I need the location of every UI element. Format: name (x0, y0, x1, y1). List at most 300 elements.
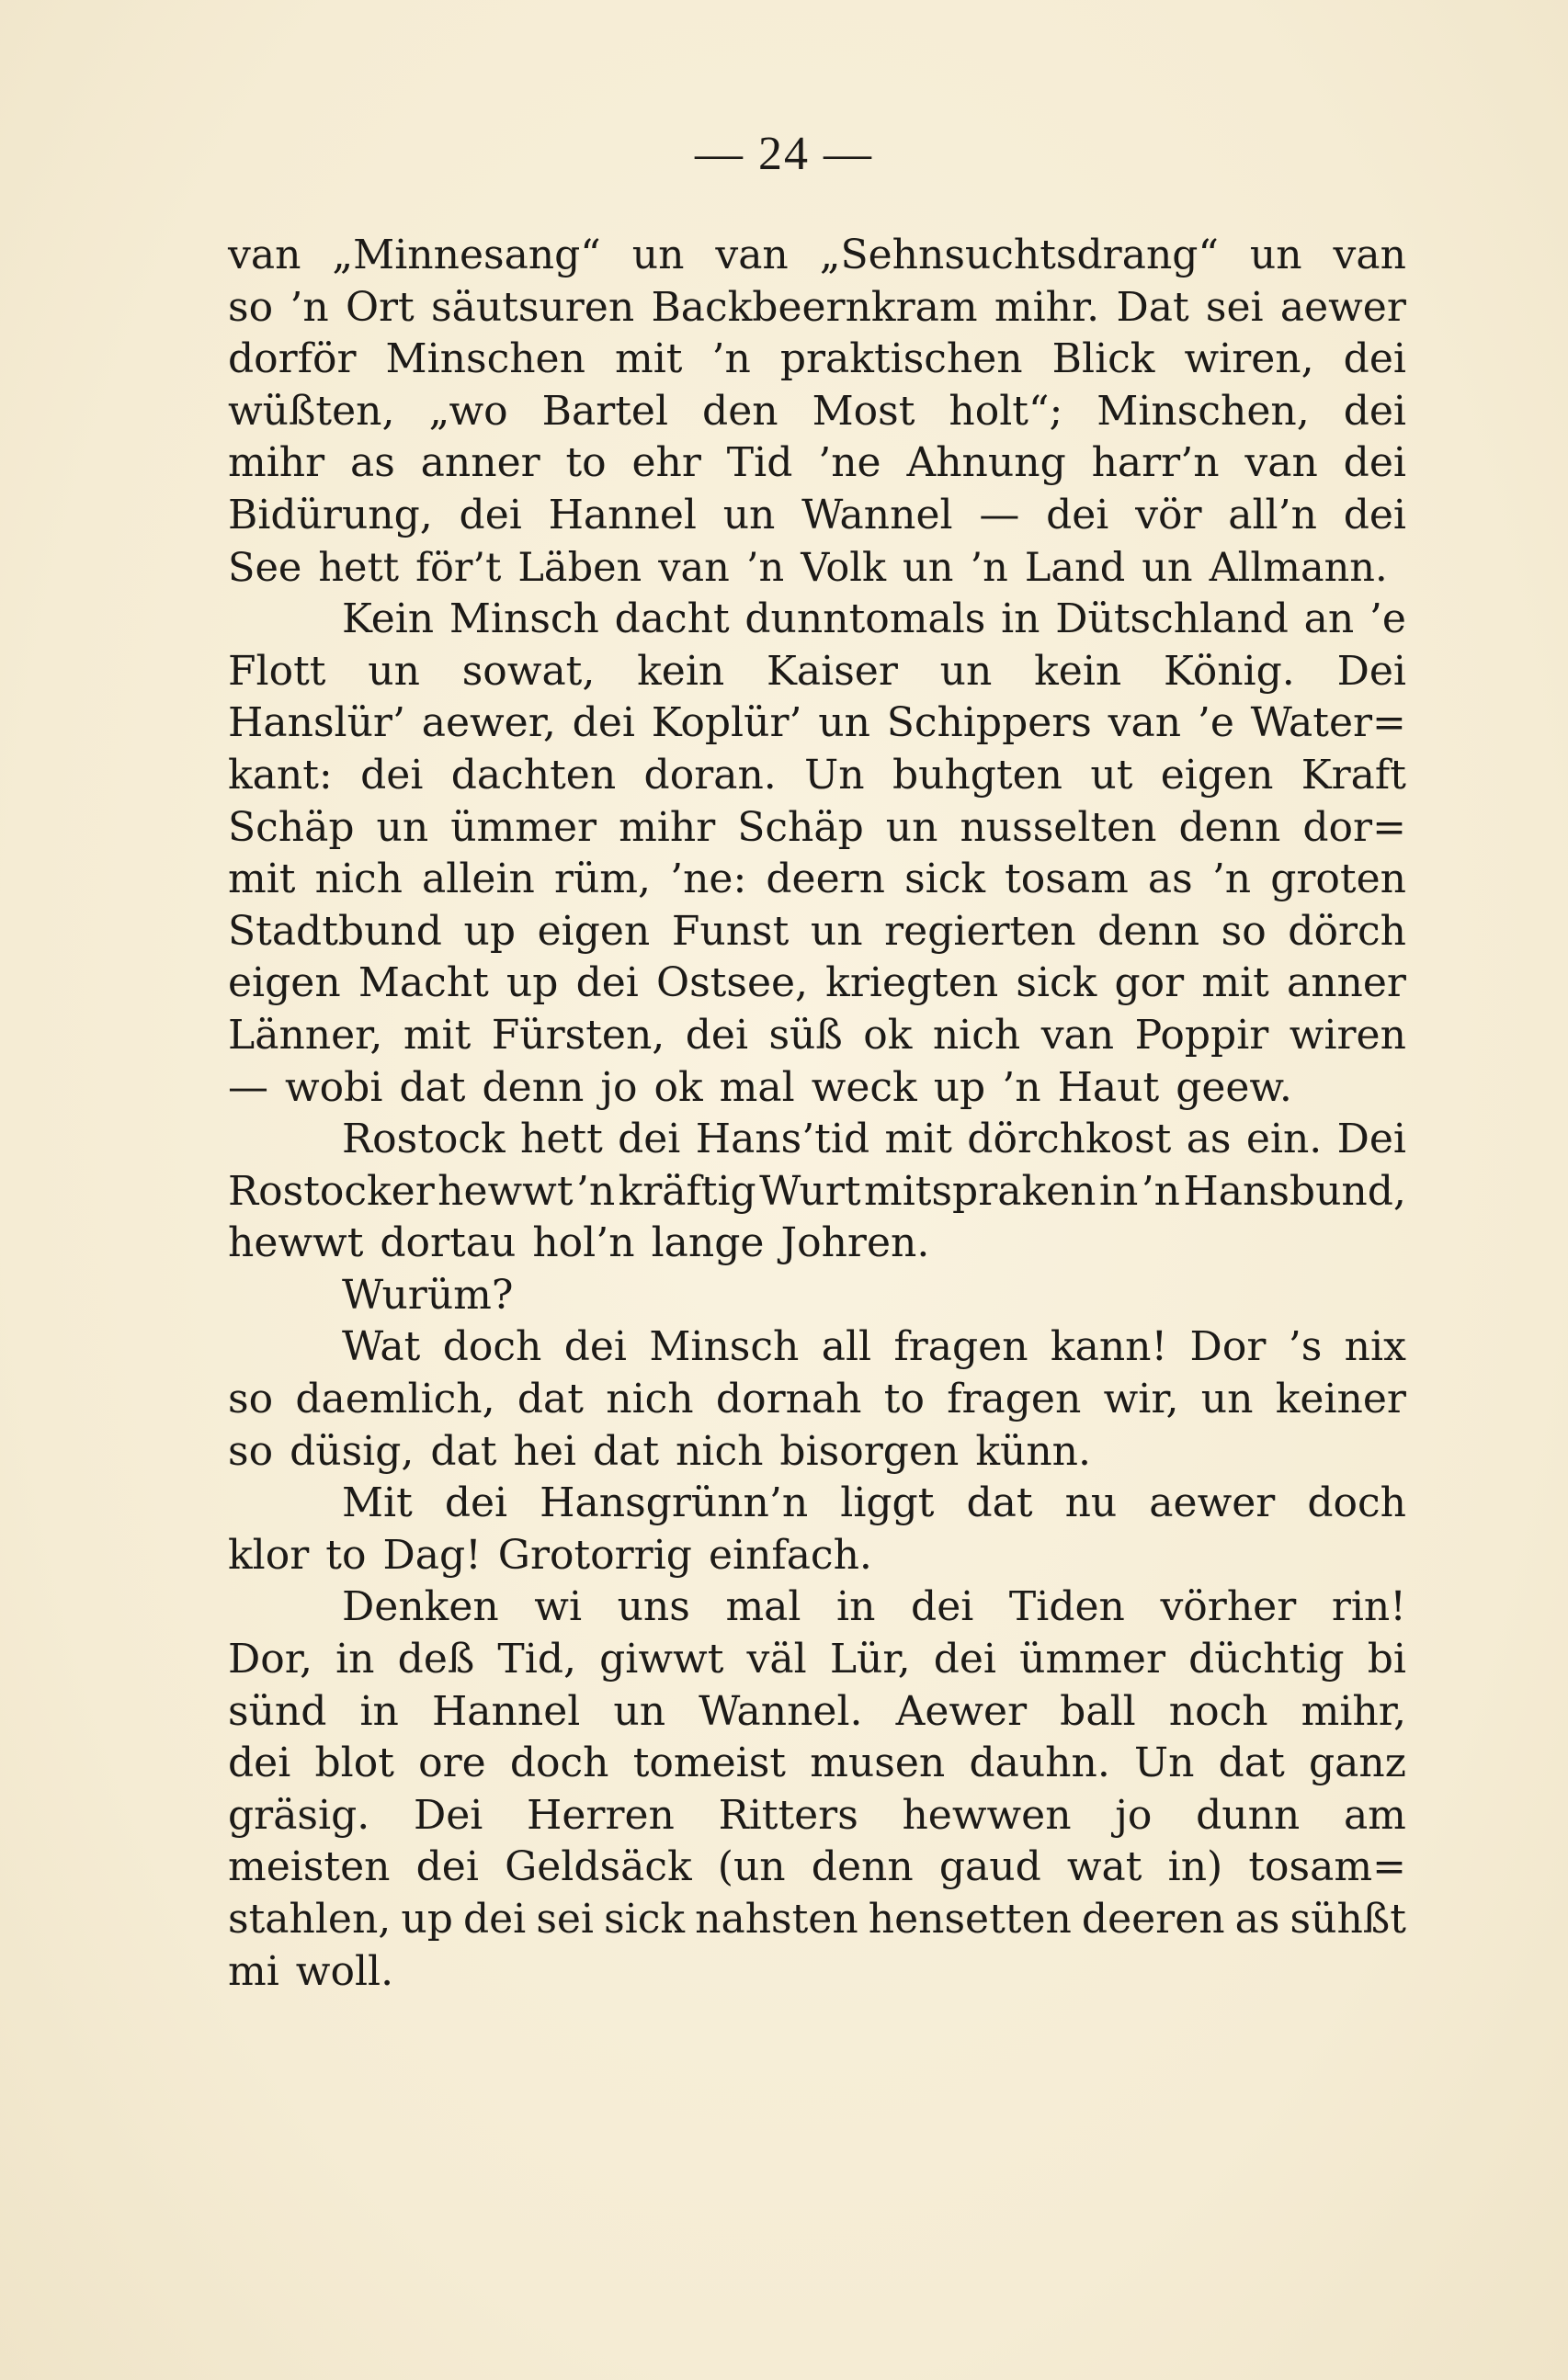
word: un (810, 907, 863, 955)
word: to (883, 1376, 925, 1423)
word: in (335, 1636, 375, 1683)
word: kein (1034, 647, 1122, 695)
word: Schäp (737, 803, 864, 851)
word: ’n (575, 1167, 616, 1215)
word: aewer (1149, 1479, 1276, 1527)
word: van (1040, 1011, 1115, 1059)
word: Minsch (649, 1323, 800, 1371)
word: einfach. (708, 1531, 872, 1579)
word: dorför (228, 335, 357, 383)
word: Läben (517, 544, 642, 591)
word: un (818, 699, 870, 747)
word: van (228, 232, 301, 278)
word: Funst (671, 907, 790, 955)
word: kein (637, 647, 725, 695)
word: van (1333, 232, 1406, 278)
word: Dütschland (1055, 595, 1289, 643)
word: Bartel (541, 387, 669, 435)
word: Dei (1336, 1116, 1406, 1163)
word: ’e (1369, 595, 1406, 643)
word: giwwt (599, 1636, 724, 1683)
word: Kaiser (767, 647, 898, 695)
word: sühßt (1290, 1896, 1406, 1943)
text-line (228, 334, 1406, 386)
word: Wurüm? (342, 1271, 514, 1319)
word: Schäp (228, 803, 355, 851)
word: allein (422, 856, 535, 903)
word: denn (1097, 907, 1200, 955)
word: (un (717, 1843, 786, 1891)
word: so (228, 283, 274, 331)
word: tomeist (632, 1740, 786, 1787)
word: dauhn. (969, 1740, 1110, 1787)
text-line (228, 906, 1406, 958)
word: „wo (428, 387, 508, 435)
word: Denken (342, 1583, 499, 1631)
word: sick (604, 1896, 686, 1943)
word: daemlich, (295, 1376, 495, 1423)
word: van (715, 232, 789, 278)
body-text (228, 230, 1406, 1998)
word: Grotorrig (497, 1531, 692, 1579)
word: so (1221, 907, 1267, 955)
word: Herren (527, 1791, 675, 1839)
word: un (885, 803, 938, 851)
word: Hannel (431, 1687, 581, 1735)
word: dei (618, 1116, 681, 1163)
word: dei (1343, 387, 1406, 435)
word: mi (228, 1947, 279, 1995)
word: ’n (711, 335, 751, 383)
text-line (228, 386, 1406, 438)
word: dei (459, 491, 522, 538)
word: doran. (643, 751, 777, 799)
word: Kraft (1301, 751, 1406, 799)
text-line (228, 1114, 1406, 1166)
word: vörher (1160, 1583, 1297, 1631)
word: van (658, 544, 730, 591)
word: up (463, 907, 517, 955)
word: Geldsäck (505, 1843, 692, 1891)
word: un (613, 1687, 666, 1735)
word: ganz (1308, 1740, 1406, 1787)
word: sei (1205, 283, 1264, 331)
word: dat (517, 1376, 584, 1423)
word: mal (725, 1583, 801, 1631)
word: dat (1218, 1740, 1285, 1787)
word: dei (685, 1011, 749, 1059)
word: Blick (1051, 335, 1155, 383)
word: mit (228, 856, 296, 903)
word: bi (1367, 1636, 1406, 1683)
word: See (228, 544, 302, 591)
word: Wannel. (699, 1687, 863, 1735)
word: Hansbund, (1183, 1167, 1406, 1215)
word: lange (651, 1219, 765, 1267)
word: ’s (1288, 1323, 1323, 1371)
word: ehr (631, 439, 701, 487)
word: hewwt (437, 1167, 574, 1215)
word: an (1303, 595, 1355, 643)
text-line (228, 1842, 1406, 1894)
word: un (903, 544, 954, 591)
word: Poppir (1134, 1011, 1269, 1059)
word: Un (1134, 1740, 1195, 1787)
word: hewwt (228, 1219, 364, 1267)
word: Minschen, (1096, 387, 1310, 435)
word: säutsuren (431, 283, 635, 331)
word: nusselten (960, 803, 1157, 851)
word: dunntomals (744, 595, 986, 643)
word: dei (462, 1896, 527, 1943)
word: praktischen (779, 335, 1023, 383)
word: un (939, 647, 993, 695)
word: hett (318, 544, 400, 591)
word: Ort (345, 283, 415, 331)
word: Volk (801, 544, 887, 591)
word: mihr (228, 439, 325, 487)
word: Lür, (829, 1636, 911, 1683)
word: Aewer (895, 1687, 1028, 1735)
word: ümmer (1019, 1636, 1165, 1683)
word: Water= (1250, 699, 1406, 747)
word: dei (1343, 335, 1406, 383)
word: un (1142, 544, 1193, 591)
word: in (1001, 595, 1040, 643)
word: Flott (228, 647, 326, 695)
word: aewer (1279, 283, 1406, 331)
text-line (228, 437, 1406, 490)
word: dei (1046, 491, 1109, 538)
word: kann! (1050, 1323, 1168, 1371)
word: kriegten (825, 959, 999, 1007)
word: hewwen (902, 1791, 1072, 1839)
word: dei (444, 1479, 508, 1527)
word: Dat (1116, 283, 1189, 331)
word: künn. (975, 1427, 1091, 1475)
word: sowat, (461, 647, 596, 695)
word: dachten (450, 751, 617, 799)
word: as (1186, 1116, 1232, 1163)
word: dacht (614, 595, 730, 643)
word: Haut (1057, 1063, 1160, 1111)
word: dat (399, 1063, 466, 1111)
word: dunn (1196, 1791, 1301, 1839)
word: tosam (1005, 856, 1129, 903)
word: denn (811, 1843, 914, 1891)
word: deern (766, 856, 885, 903)
word: un (1200, 1376, 1254, 1423)
word: regierten (884, 907, 1076, 955)
page-number: — 24 — (695, 128, 873, 180)
word: Macht (358, 959, 489, 1007)
word: un (722, 491, 776, 538)
word: ümmer (450, 803, 597, 851)
word: noch (1168, 1687, 1268, 1735)
word: dei (360, 751, 424, 799)
word: nich (314, 856, 403, 903)
word: nu (1064, 1479, 1118, 1527)
word: ’ne: (670, 856, 747, 903)
word: mit (884, 1116, 952, 1163)
word: ’n (1002, 1063, 1041, 1111)
word: ’n (290, 283, 329, 331)
word: Mit (342, 1479, 413, 1527)
text-line (228, 1218, 1406, 1270)
word: Most (812, 387, 915, 435)
word: klor (228, 1531, 310, 1579)
word: Minschen (385, 335, 585, 383)
word: jo (1115, 1791, 1153, 1839)
word: dei (563, 1323, 627, 1371)
word: wi (534, 1583, 583, 1631)
word: Stadtbund (228, 907, 442, 955)
word: ok (863, 1011, 913, 1059)
word: düsig, (290, 1427, 415, 1475)
word: wobi (285, 1063, 383, 1111)
text-line (228, 1374, 1406, 1426)
word: musen (810, 1740, 946, 1787)
word: kant: (228, 751, 333, 799)
word: Ritters (718, 1791, 858, 1839)
word: Schippers (886, 699, 1092, 747)
text-line (228, 1530, 1406, 1582)
word: up (506, 959, 559, 1007)
word: „Minnesang“ (332, 232, 601, 278)
word: Ahnung (906, 439, 1066, 487)
word: ’n (1141, 1167, 1181, 1215)
word: uns (617, 1583, 690, 1631)
word: am (1343, 1791, 1406, 1839)
word: ein. (1245, 1116, 1323, 1163)
word: ok (653, 1063, 703, 1111)
word: all’n (1228, 491, 1317, 538)
word: dei (575, 959, 639, 1007)
word: geew. (1176, 1063, 1292, 1111)
word: Wurt (759, 1167, 861, 1215)
text-line (228, 646, 1406, 698)
word: mihr, (1301, 1687, 1406, 1735)
word: buhgten (892, 751, 1063, 799)
word: doch (1307, 1479, 1406, 1527)
text-line (228, 1946, 1406, 1999)
word: König. (1164, 647, 1295, 695)
word: doch (509, 1740, 609, 1787)
word: meisten (228, 1843, 391, 1891)
word: wüßten, (228, 387, 395, 435)
word: Johren. (780, 1219, 930, 1267)
word: ’n (970, 544, 1008, 591)
word: mit (614, 335, 683, 383)
text-line (228, 1738, 1406, 1790)
text-line (228, 854, 1406, 906)
word: un (631, 232, 685, 278)
word: eigen (228, 959, 341, 1007)
word: mihr. (994, 283, 1100, 331)
word: hol’n (532, 1219, 635, 1267)
word: sick (1016, 959, 1097, 1007)
word: blot (314, 1740, 394, 1787)
word: as (1234, 1896, 1280, 1943)
word: Bidürung, (228, 491, 433, 538)
word: hei (513, 1427, 576, 1475)
text-line (228, 490, 1406, 542)
word: to (565, 439, 607, 487)
text-line (228, 1634, 1406, 1686)
word: nich (932, 1011, 1021, 1059)
word: nix (1344, 1323, 1406, 1371)
word: jo (600, 1063, 638, 1111)
word: van (1108, 699, 1182, 747)
word: dei (911, 1583, 974, 1631)
text-line (228, 1010, 1406, 1062)
word: liggt (840, 1479, 935, 1527)
word: weck (811, 1063, 917, 1111)
word: Hansgrünn’n (540, 1479, 809, 1527)
word: ore (418, 1740, 486, 1787)
word: ’ne (818, 439, 881, 487)
word: dei (572, 699, 635, 747)
word: mitspraken (863, 1167, 1096, 1215)
word: rin! (1331, 1583, 1406, 1631)
word: denn (482, 1063, 585, 1111)
word: wir, (1103, 1376, 1179, 1423)
word: dei (933, 1636, 996, 1683)
word: dei (228, 1740, 291, 1787)
word: Dor (1189, 1323, 1267, 1371)
word: dörch (1288, 907, 1406, 955)
word: Tid, (497, 1636, 576, 1683)
word: so (228, 1376, 274, 1423)
word: hett (520, 1116, 603, 1163)
word: doch (442, 1323, 542, 1371)
text-line (228, 1166, 1406, 1218)
text-line (228, 1062, 1406, 1115)
word: mit (1201, 959, 1269, 1007)
word: van (1244, 439, 1318, 487)
text-line (228, 282, 1406, 334)
word: ’n (745, 544, 785, 591)
text-line (228, 230, 1406, 282)
word: in (836, 1583, 876, 1631)
word: Wat (342, 1323, 421, 1371)
word: mit (403, 1011, 472, 1059)
word: — (979, 491, 1020, 538)
text-line (228, 1478, 1406, 1530)
word: dei (1343, 491, 1406, 538)
word: eigen (1160, 751, 1274, 799)
word: sünd (228, 1687, 327, 1735)
word: Dor, (228, 1636, 312, 1683)
word: eigen (537, 907, 651, 955)
word: anner (1286, 959, 1406, 1007)
word: groten (1270, 856, 1406, 903)
word: rüm, (553, 856, 652, 903)
word: as (350, 439, 395, 487)
word: fragen (893, 1323, 1028, 1371)
text-line (228, 1321, 1406, 1374)
word: Land (1024, 544, 1126, 591)
word: gräsig. (228, 1791, 370, 1839)
word: ut (1090, 751, 1133, 799)
word: Hannel (548, 491, 697, 538)
word: up (401, 1896, 453, 1943)
word: in (1098, 1167, 1139, 1215)
word: denn (1178, 803, 1281, 851)
word: den (702, 387, 778, 435)
word: Tiden (1008, 1583, 1125, 1631)
word: to (325, 1531, 367, 1579)
text-line (228, 1426, 1406, 1479)
word: wiren, (1184, 335, 1314, 383)
word: „Sehnsuchtsdrang“ (819, 232, 1219, 278)
word: — (228, 1063, 268, 1111)
word: Rostocker (228, 1167, 435, 1215)
word: Koplür’ (651, 699, 802, 747)
text-line (228, 1894, 1406, 1946)
word: Dei (413, 1791, 483, 1839)
word: Fürsten, (491, 1011, 665, 1059)
word: aewer, (421, 699, 556, 747)
word: ’e (1197, 699, 1234, 747)
word: Hans’tid (695, 1116, 870, 1163)
word: nahsten (695, 1896, 858, 1943)
word: dornah (715, 1376, 862, 1423)
word: woll. (295, 1947, 394, 1995)
word: Backbeernkram (651, 283, 978, 331)
word: dörchkost (967, 1116, 1172, 1163)
word: Ostsee, (656, 959, 809, 1007)
word: kräftig (618, 1167, 756, 1215)
word: Rostock (342, 1116, 506, 1163)
word: Dei (1336, 647, 1406, 695)
word: un (368, 647, 420, 695)
word: nich (606, 1376, 694, 1423)
word: Un (804, 751, 865, 799)
word: un (376, 803, 429, 851)
word: gaud (938, 1843, 1041, 1891)
word: Länner, (228, 1011, 383, 1059)
word: harr’n (1091, 439, 1220, 487)
word: dat (966, 1479, 1033, 1527)
word: deß (397, 1636, 475, 1683)
text-line (228, 958, 1406, 1010)
word: in (359, 1687, 399, 1735)
word: holt“; (949, 387, 1063, 435)
word: för’t (415, 544, 502, 591)
word: Hanslür’ (228, 699, 405, 747)
word: dortau (380, 1219, 517, 1267)
text-line (228, 1790, 1406, 1842)
word: dat (592, 1427, 660, 1475)
text-line (228, 542, 1406, 595)
word: düchtig (1188, 1636, 1345, 1683)
word: dor= (1302, 803, 1406, 851)
word: Dag! (382, 1531, 482, 1579)
word: tosam= (1248, 1843, 1406, 1891)
word: as (1147, 856, 1193, 903)
word: bisorgen (779, 1427, 960, 1475)
word: ’n (1211, 856, 1252, 903)
word: mihr (619, 803, 716, 851)
word: stahlen, (228, 1896, 392, 1943)
text-line (228, 697, 1406, 750)
word: ball (1060, 1687, 1136, 1735)
word: Tid (726, 439, 793, 487)
word: wat (1066, 1843, 1142, 1891)
text-line (228, 1686, 1406, 1739)
word: un (1249, 232, 1302, 278)
